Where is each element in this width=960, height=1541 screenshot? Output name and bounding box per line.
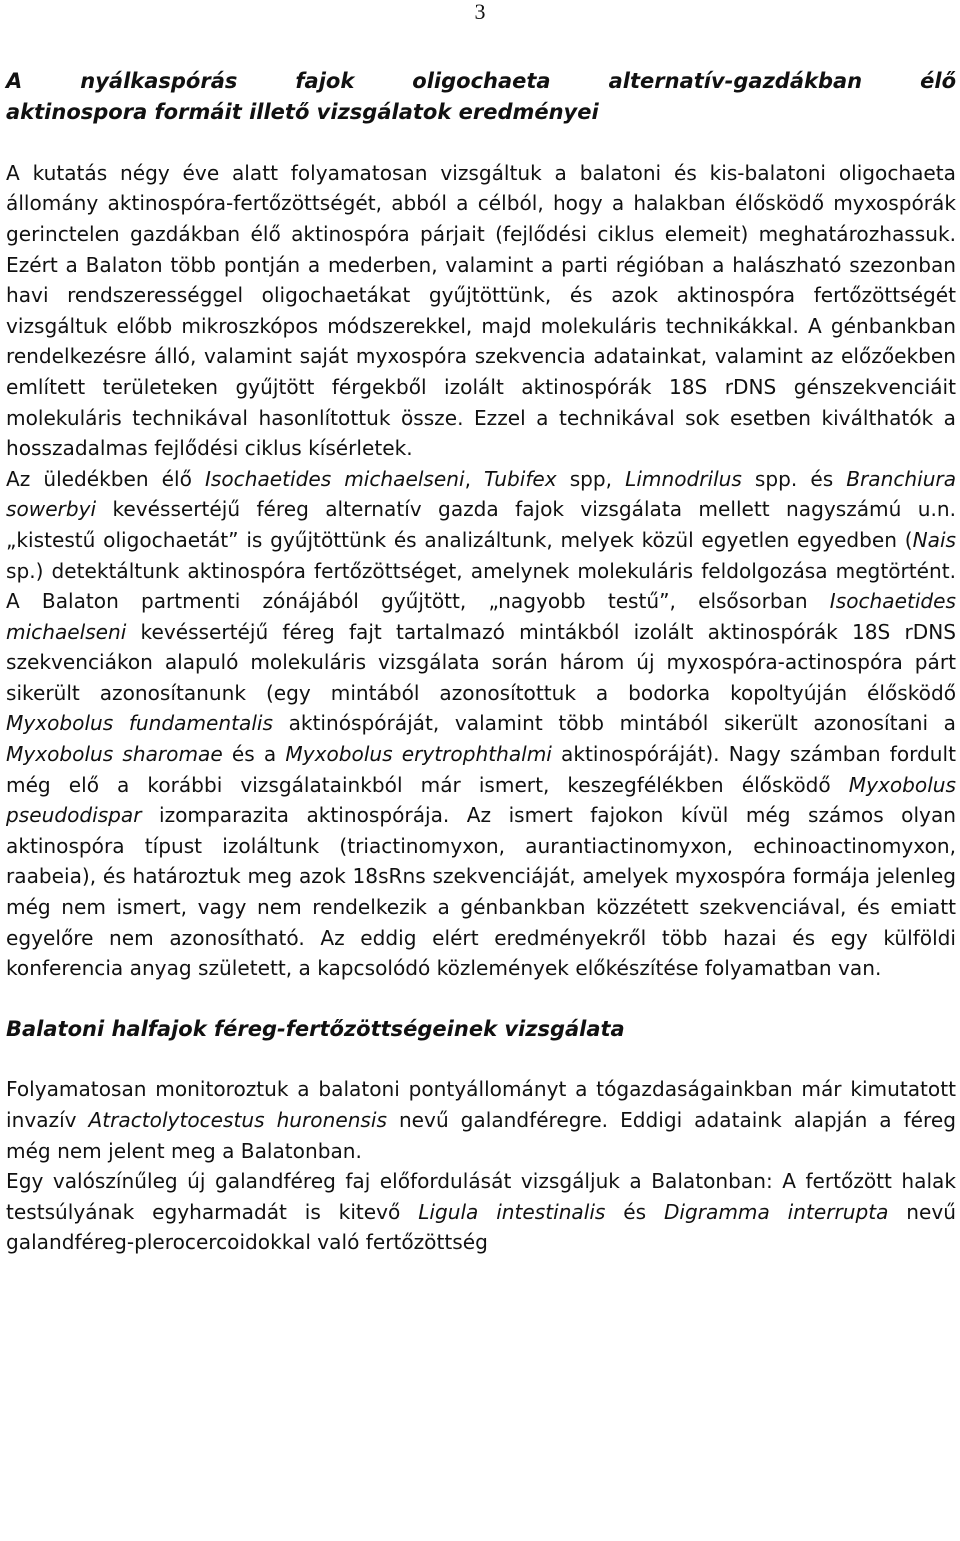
species-name: Isochaetides michaelseni [204, 466, 465, 491]
species-name: Limnodrilus [625, 466, 742, 491]
species-name: Myxobolus sharomae [6, 742, 223, 767]
section-title-actinospora [6, 66, 956, 127]
paragraph-sediment-results: Az üledékben élő Isochaetides michaelseni, Tubifex spp, Limnodrilus spp. és Branchiura sowerbyi kevéssertéjű féreg alternatív gazda fajok vizsgálata mellett nagyszámú u.n. „kistestű oligochaetát” is gyűjtöttünk és analizáltunk, melyek közül egyetlen egyedben (Nais sp.) detektáltunk aktinospóra fertőzöttséget, amelynek molekuláris feldolgozása megtörtént. A Balaton partmenti zónájából gyűjtött, „nagyobb testű”, elsősorban Isochaetides michaelseni kevéssertéjű féreg fajt tartalmazó mintákból izolált aktinospórák 18S rDNS szekvenciákon alapuló molekuláris vizsgálata során három új myxospóra-actinospóra párt sikerült azonosítanunk (egy mintából azonosítottuk a bodorka kopoltyúján élősködő Myxobolus fundamentalis aktinóspóráját, valamint több mintából sikerült azonosítani a Myxobolus sharomae és a Myxobolus erytrophthalmi aktinospóráját). Nagy számban fordult még elő a korábbi vizsgálatainkból már ismert, keszegfélékben élősködő Myxobolus pseudodispar izomparazita aktinospórája. Az ismert fajokon kívül még számos olyan aktinospóra típust izoláltunk (triactinomyxon, aurantiactinomyxon, echinoactinomyxon, raabeia), és határoztuk meg azok 18sRns szekvenciáját, amelyek myxospóra formája jelenleg még nem ismert, vagy nem rendelkezik a génbankban közzétett szekvenciával, és emiatt egyelőre nem azonosítható. Az eddig elért eredményekről több hazai és egy külföldi konferencia anyag született, a kapcsolódó közlemények előkészítése folyamatban van. [6, 466, 957, 981]
page-number: 3 [474, 0, 486, 24]
species-name: Tubifex [484, 466, 557, 491]
species-name: Digramma interrupta [663, 1199, 889, 1224]
paragraph-research-overview: A kutatás négy éve alatt folyamatosan vizsgáltuk a balatoni és kis-balatoni oligochaeta állomány aktinospóra-fertőzöttségét, abból a célból, hogy a halakban élősködő myxospórák gerinctelen gazdákban élő aktinospóra párjait (fejlődési ciklus elemeit) meghatározhassuk. Ezért a Balaton több pontján a mederben, valamint a parti régióban a halászható szezonban havi rendszerességgel oligochaetákat gyűjtöttünk, és azok aktinospóra fertőzöttségét vizsgáltuk előbb mikroszkópos módszerekkel, majd molekuláris technikákkal. A génbankban rendelkezésre álló, valamint saját myxospóra szekvencia adatainkat, valamint az előzőekben említett területeken gyűjtött férgekből izolált aktinospórák 18S rDNS génszekvenciáit molekuláris technikával hasonlítottuk össze. Ezzel a technikával sok esetben kiválthatók a hosszadalmas fejlődési ciklus kísérletek. [6, 160, 956, 461]
species-name: Atractolytocestus huronensis [88, 1108, 387, 1132]
section-title-line-2: aktinospora formáit illető vizsgálatok eredményei [6, 99, 599, 124]
document-body [6, 66, 956, 1258]
paragraph-new-tapeworm: Egy valószínűleg új galandféreg faj előfordulását vizsgáljuk a Balatonban: A fertőzött halak testsúlyának egyharmadát is kitevő Ligula intestinalis és Digramma interrupta nevű galandféreg-plerocercoidokkal való fertőzöttség [6, 1169, 956, 1255]
paragraph-carp-monitoring: Folyamatosan monitoroztuk a balatoni pontyállományt a tógazdaságainkban már kimutatott invazív Atractolytocestus huronensis nevű galandféregre. Eddigi adataink alapján a féreg még nem jelent meg a Balatonban. [6, 1077, 956, 1163]
species-name: Myxobolus pseudodispar [6, 772, 956, 828]
species-name: Branchiura sowerbyi [6, 466, 957, 522]
species-name: Nais [912, 527, 956, 552]
section-title-worm-infection: Balatoni halfajok féreg-fertőzöttségeinek vizsgálata [6, 1016, 625, 1041]
section-title-line-1: A nyálkaspórás fajok oligochaeta alternatív-gazdákban élő [6, 69, 956, 93]
species-name: Myxobolus fundamentalis [6, 711, 273, 736]
species-name: Ligula intestinalis [418, 1199, 606, 1224]
species-name: Myxobolus erytrophthalmi [285, 742, 552, 767]
species-name: Isochaetides michaelseni [6, 589, 956, 644]
